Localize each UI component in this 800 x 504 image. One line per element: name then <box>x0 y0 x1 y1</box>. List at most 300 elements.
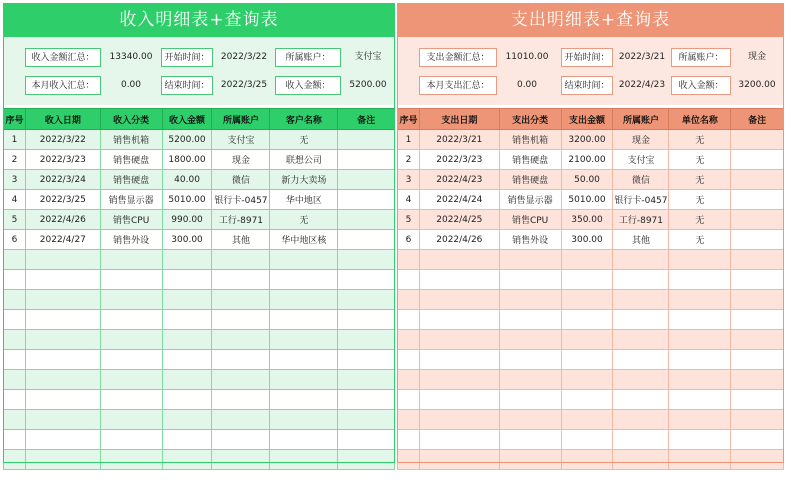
income-table-cell[interactable] <box>25 350 100 370</box>
expense-table-cell[interactable]: 50.00 <box>561 170 613 190</box>
expense-title: 支出明细表+查询表 <box>397 3 784 37</box>
expense-table-row <box>398 350 784 370</box>
expense-table-cell[interactable] <box>561 390 613 410</box>
income-table-cell[interactable] <box>100 430 162 450</box>
income-end-label: 结束时间： <box>161 76 213 95</box>
income-table-row <box>4 430 395 450</box>
expense-amount-label: 收入金额： <box>671 76 731 95</box>
income-table-cell[interactable]: 无 <box>270 130 338 150</box>
expense-table-cell[interactable]: 无 <box>669 170 731 190</box>
income-table-cell[interactable] <box>338 370 395 390</box>
expense-table-row <box>398 210 784 230</box>
expense-table-cell[interactable] <box>669 330 731 350</box>
income-table-cell[interactable] <box>212 290 270 310</box>
expense-table-cell[interactable]: 2022/3/21 <box>419 130 499 150</box>
expense-table-cell[interactable] <box>731 150 784 170</box>
expense-table-cell[interactable] <box>613 390 669 410</box>
income-table-row <box>4 450 395 470</box>
income-table-cell[interactable]: 销售CPU <box>100 210 162 230</box>
income-table-cell[interactable]: 5010.00 <box>162 190 212 210</box>
income-table-cell[interactable] <box>4 410 26 430</box>
income-table-cell[interactable]: 微信 <box>212 170 270 190</box>
expense-table-cell[interactable] <box>499 390 561 410</box>
expense-table-cell[interactable] <box>419 410 499 430</box>
income-table-cell[interactable] <box>100 250 162 270</box>
expense-column-header: 序号 <box>398 109 420 130</box>
income-table-cell[interactable]: 300.00 <box>162 230 212 250</box>
income-table-cell[interactable] <box>4 310 26 330</box>
income-table-cell[interactable] <box>338 410 395 430</box>
income-table-cell[interactable] <box>338 130 395 150</box>
income-table-row <box>4 230 395 250</box>
income-table-cell[interactable] <box>270 270 338 290</box>
income-panel <box>3 3 395 246</box>
income-amount-label: 收入金额： <box>275 76 341 95</box>
income-table-row <box>4 330 395 350</box>
expense-amount-value[interactable]: 3200.00 <box>738 80 776 90</box>
expense-table-cell[interactable] <box>499 330 561 350</box>
expense-table-cell[interactable] <box>669 450 731 470</box>
expense-table-cell[interactable]: 5010.00 <box>561 190 613 210</box>
expense-table-cell[interactable]: 2022/4/25 <box>419 210 499 230</box>
income-table-cell[interactable]: 支付宝 <box>212 130 270 150</box>
income-table-cell[interactable] <box>100 450 162 470</box>
income-table-cell[interactable] <box>4 450 26 470</box>
income-table-cell[interactable]: 2022/3/25 <box>25 190 100 210</box>
expense-table-cell[interactable] <box>731 130 784 150</box>
expense-table-cell[interactable]: 无 <box>669 190 731 210</box>
expense-table-cell[interactable] <box>613 290 669 310</box>
expense-table-row <box>398 390 784 410</box>
income-table-cell[interactable]: 3 <box>4 170 26 190</box>
income-table-cell[interactable] <box>270 370 338 390</box>
income-table-cell[interactable] <box>25 370 100 390</box>
expense-table-cell[interactable] <box>613 330 669 350</box>
expense-table-cell[interactable]: 2100.00 <box>561 150 613 170</box>
income-table-row <box>4 410 395 430</box>
expense-table-cell[interactable]: 其他 <box>613 230 669 250</box>
income-table-row <box>4 250 395 270</box>
expense-table-cell[interactable] <box>731 350 784 370</box>
expense-table-row <box>398 330 784 350</box>
income-table-cell[interactable] <box>338 330 395 350</box>
expense-table-cell[interactable] <box>499 430 561 450</box>
expense-table-cell[interactable] <box>499 370 561 390</box>
income-table-cell[interactable]: 华中地区 <box>270 190 338 210</box>
income-table-cell[interactable] <box>162 450 212 470</box>
expense-table-cell[interactable] <box>669 250 731 270</box>
expense-table-cell[interactable] <box>613 350 669 370</box>
income-table-cell[interactable] <box>212 310 270 330</box>
expense-table-cell[interactable] <box>398 410 420 430</box>
expense-table-cell[interactable] <box>398 290 420 310</box>
expense-table-cell[interactable] <box>419 390 499 410</box>
expense-table-cell[interactable] <box>419 310 499 330</box>
income-column-header: 收入日期 <box>25 109 100 130</box>
income-table-cell[interactable] <box>162 330 212 350</box>
expense-table-cell[interactable] <box>613 310 669 330</box>
expense-table-row <box>398 150 784 170</box>
expense-table-cell[interactable] <box>731 170 784 190</box>
income-table-cell[interactable]: 1 <box>4 130 26 150</box>
income-table-cell[interactable] <box>338 390 395 410</box>
income-month-label: 本月收入汇总： <box>25 76 101 95</box>
expense-table-cell[interactable] <box>561 310 613 330</box>
income-table-cell[interactable] <box>25 450 100 470</box>
expense-table-cell[interactable] <box>398 370 420 390</box>
income-table-cell[interactable] <box>162 370 212 390</box>
expense-table-cell[interactable] <box>669 370 731 390</box>
expense-summary <box>397 37 784 105</box>
expense-table-cell[interactable] <box>731 450 784 470</box>
income-table-cell[interactable] <box>4 330 26 350</box>
income-table-cell[interactable]: 5 <box>4 210 26 230</box>
expense-table-cell[interactable] <box>561 370 613 390</box>
income-table-cell[interactable] <box>100 290 162 310</box>
income-table-cell[interactable] <box>212 370 270 390</box>
expense-end-label: 结束时间： <box>561 76 613 95</box>
expense-start-value[interactable]: 2022/3/21 <box>618 52 666 62</box>
expense-start-label: 开始时间： <box>561 48 613 67</box>
income-table-cell[interactable] <box>25 410 100 430</box>
expense-table-cell[interactable] <box>669 270 731 290</box>
expense-table-cell[interactable] <box>419 290 499 310</box>
income-table-cell[interactable] <box>338 210 395 230</box>
income-table-cell[interactable] <box>338 190 395 210</box>
income-account-label: 所属账户： <box>275 48 341 67</box>
income-table-cell[interactable] <box>212 270 270 290</box>
income-table-cell[interactable] <box>100 370 162 390</box>
income-table-cell[interactable]: 2022/3/23 <box>25 150 100 170</box>
expense-table-cell[interactable] <box>613 450 669 470</box>
income-table-cell[interactable]: 新力大卖场 <box>270 170 338 190</box>
income-table-cell[interactable] <box>25 270 100 290</box>
income-table-cell[interactable]: 990.00 <box>162 210 212 230</box>
income-table-cell[interactable] <box>212 450 270 470</box>
expense-table-cell[interactable]: 3 <box>398 170 420 190</box>
income-table-cell[interactable]: 销售外设 <box>100 230 162 250</box>
expense-table-cell[interactable] <box>499 350 561 370</box>
expense-table-cell[interactable] <box>398 330 420 350</box>
expense-table-cell[interactable] <box>731 230 784 250</box>
income-table-cell[interactable] <box>338 150 395 170</box>
expense-table-cell[interactable]: 2022/4/24 <box>419 190 499 210</box>
expense-table-cell[interactable] <box>561 330 613 350</box>
expense-table-cell[interactable]: 350.00 <box>561 210 613 230</box>
expense-table-cell[interactable] <box>561 410 613 430</box>
expense-table-cell[interactable]: 1 <box>398 130 420 150</box>
expense-table-cell[interactable]: 2022/4/23 <box>419 170 499 190</box>
expense-table-row <box>398 370 784 390</box>
income-table-cell[interactable] <box>4 350 26 370</box>
expense-table-cell[interactable]: 现金 <box>613 130 669 150</box>
expense-table-cell[interactable] <box>561 290 613 310</box>
expense-table-cell[interactable] <box>561 350 613 370</box>
income-table-cell[interactable] <box>338 310 395 330</box>
income-table-cell[interactable] <box>270 250 338 270</box>
income-table-cell[interactable] <box>4 270 26 290</box>
expense-table-cell[interactable] <box>499 290 561 310</box>
income-amount-value[interactable]: 5200.00 <box>349 80 387 90</box>
income-table-cell[interactable]: 无 <box>270 210 338 230</box>
income-title: 收入明细表+查询表 <box>3 3 395 37</box>
expense-table-row <box>398 250 784 270</box>
expense-column-header: 所属账户 <box>613 109 669 130</box>
income-table-cell[interactable] <box>338 290 395 310</box>
expense-table-cell[interactable] <box>613 250 669 270</box>
expense-table-row <box>398 170 784 190</box>
expense-table-cell[interactable]: 无 <box>669 210 731 230</box>
income-table-cell[interactable] <box>270 310 338 330</box>
income-table-row <box>4 270 395 290</box>
expense-table-cell[interactable]: 销售显示器 <box>499 190 561 210</box>
income-table-cell[interactable]: 银行卡-0457 <box>212 190 270 210</box>
income-table-cell[interactable] <box>212 250 270 270</box>
expense-table-cell[interactable] <box>561 450 613 470</box>
income-table-row <box>4 350 395 370</box>
income-table-cell[interactable] <box>162 350 212 370</box>
income-table-cell[interactable] <box>25 330 100 350</box>
income-table-cell[interactable] <box>4 390 26 410</box>
income-table-cell[interactable] <box>270 350 338 370</box>
income-table-cell[interactable]: 40.00 <box>162 170 212 190</box>
income-table-cell[interactable] <box>100 390 162 410</box>
income-table-cell[interactable] <box>162 410 212 430</box>
income-table-cell[interactable] <box>162 270 212 290</box>
income-account-value[interactable]: 支付宝 <box>354 52 382 62</box>
expense-table-cell[interactable] <box>731 290 784 310</box>
expense-table-row <box>398 130 784 150</box>
income-table-cell[interactable] <box>4 430 26 450</box>
income-table-cell[interactable]: 2022/3/22 <box>25 130 100 150</box>
expense-table-cell[interactable] <box>398 270 420 290</box>
expense-table-cell[interactable] <box>499 250 561 270</box>
income-table-cell[interactable] <box>338 350 395 370</box>
expense-table-cell[interactable]: 2022/4/26 <box>419 230 499 250</box>
income-table-cell[interactable] <box>25 290 100 310</box>
income-table-cell[interactable] <box>270 330 338 350</box>
expense-table-cell[interactable]: 2022/3/23 <box>419 150 499 170</box>
expense-column-header: 单位名称 <box>669 109 731 130</box>
income-table-cell[interactable] <box>338 430 395 450</box>
income-end-value[interactable]: 2022/3/25 <box>220 80 268 90</box>
expense-table-cell[interactable]: 银行卡-0457 <box>613 190 669 210</box>
income-table-cell[interactable] <box>25 430 100 450</box>
income-table-cell[interactable] <box>270 290 338 310</box>
expense-table-cell[interactable] <box>731 370 784 390</box>
expense-table-cell[interactable]: 工行-8971 <box>613 210 669 230</box>
expense-table-cell[interactable] <box>419 270 499 290</box>
expense-table-cell[interactable] <box>669 430 731 450</box>
expense-table-cell[interactable] <box>499 450 561 470</box>
income-table-cell[interactable] <box>25 250 100 270</box>
expense-table-row <box>398 270 784 290</box>
income-table-cell[interactable]: 销售硬盘 <box>100 170 162 190</box>
income-table-cell[interactable] <box>4 370 26 390</box>
income-table-cell[interactable] <box>162 390 212 410</box>
expense-table-cell[interactable] <box>561 270 613 290</box>
expense-table-cell[interactable]: 300.00 <box>561 230 613 250</box>
income-table-cell[interactable]: 联想公司 <box>270 150 338 170</box>
expense-table-cell[interactable] <box>669 410 731 430</box>
expense-table-cell[interactable]: 无 <box>669 230 731 250</box>
expense-panel <box>397 3 784 246</box>
income-table-cell[interactable] <box>162 250 212 270</box>
income-table-cell[interactable] <box>338 230 395 250</box>
expense-table-cell[interactable] <box>499 310 561 330</box>
income-table-cell[interactable] <box>100 310 162 330</box>
expense-table-cell[interactable] <box>731 310 784 330</box>
income-table-cell[interactable]: 其他 <box>212 230 270 250</box>
income-column-header: 序号 <box>4 109 26 130</box>
expense-table-cell[interactable] <box>499 410 561 430</box>
expense-table-cell[interactable] <box>669 290 731 310</box>
income-start-value[interactable]: 2022/3/22 <box>220 52 268 62</box>
expense-table-cell[interactable]: 6 <box>398 230 420 250</box>
expense-table-cell[interactable] <box>398 310 420 330</box>
expense-table-row <box>398 310 784 330</box>
income-table-cell[interactable]: 2022/4/26 <box>25 210 100 230</box>
expense-table-cell[interactable] <box>731 430 784 450</box>
expense-table-cell[interactable]: 3200.00 <box>561 130 613 150</box>
expense-table-row <box>398 450 784 470</box>
expense-table-cell[interactable] <box>398 450 420 470</box>
income-table-row <box>4 210 395 230</box>
income-table-row <box>4 370 395 390</box>
income-table-cell[interactable] <box>100 350 162 370</box>
income-table-cell[interactable]: 2022/4/27 <box>25 230 100 250</box>
income-column-header: 收入金额 <box>162 109 212 130</box>
expense-table-cell[interactable] <box>731 410 784 430</box>
expense-table-cell[interactable]: 5 <box>398 210 420 230</box>
expense-table-cell[interactable]: 销售CPU <box>499 210 561 230</box>
expense-end-value[interactable]: 2022/4/23 <box>618 80 666 90</box>
income-table-row <box>4 310 395 330</box>
expense-table-cell[interactable]: 无 <box>669 130 731 150</box>
income-table-row <box>4 170 395 190</box>
expense-table-cell[interactable] <box>419 370 499 390</box>
income-table-cell[interactable]: 2022/3/24 <box>25 170 100 190</box>
income-column-header: 收入分类 <box>100 109 162 130</box>
income-table-cell[interactable]: 销售硬盘 <box>100 150 162 170</box>
income-table-cell[interactable] <box>4 250 26 270</box>
income-table-cell[interactable]: 1800.00 <box>162 150 212 170</box>
income-table-cell[interactable] <box>270 450 338 470</box>
income-table-cell[interactable] <box>338 450 395 470</box>
expense-table-cell[interactable]: 销售硬盘 <box>499 150 561 170</box>
income-table-cell[interactable] <box>162 430 212 450</box>
expense-table-cell[interactable] <box>669 390 731 410</box>
expense-table-cell[interactable]: 2 <box>398 150 420 170</box>
income-table-cell[interactable] <box>25 310 100 330</box>
income-table-cell[interactable]: 销售显示器 <box>100 190 162 210</box>
income-table-cell[interactable] <box>270 430 338 450</box>
income-table-cell[interactable] <box>212 410 270 430</box>
expense-table-cell[interactable]: 支付宝 <box>613 150 669 170</box>
expense-table-cell[interactable] <box>731 390 784 410</box>
expense-table-cell[interactable] <box>613 270 669 290</box>
expense-table-cell[interactable]: 销售外设 <box>499 230 561 250</box>
income-table-cell[interactable]: 4 <box>4 190 26 210</box>
expense-table-cell[interactable] <box>731 270 784 290</box>
expense-table-cell[interactable] <box>731 330 784 350</box>
income-total-label: 收入金额汇总： <box>25 48 101 67</box>
income-table-cell[interactable] <box>100 270 162 290</box>
expense-table-cell[interactable] <box>731 250 784 270</box>
expense-table-cell[interactable] <box>731 190 784 210</box>
expense-table-cell[interactable] <box>419 330 499 350</box>
income-table-row <box>4 190 395 210</box>
expense-table-cell[interactable] <box>613 430 669 450</box>
income-table-cell[interactable] <box>25 390 100 410</box>
income-table-cell[interactable] <box>100 410 162 430</box>
expense-table-cell[interactable] <box>398 350 420 370</box>
income-table-cell[interactable]: 销售机箱 <box>100 130 162 150</box>
income-table-cell[interactable]: 工行-8971 <box>212 210 270 230</box>
income-table-cell[interactable]: 6 <box>4 230 26 250</box>
income-table-cell[interactable]: 2 <box>4 150 26 170</box>
expense-table-cell[interactable] <box>419 350 499 370</box>
income-table-cell[interactable] <box>162 310 212 330</box>
income-table-cell[interactable] <box>4 290 26 310</box>
income-table-cell[interactable] <box>212 430 270 450</box>
income-table-cell[interactable]: 华中地区核 <box>270 230 338 250</box>
expense-table-cell[interactable]: 销售机箱 <box>499 130 561 150</box>
expense-table-header <box>398 109 784 130</box>
expense-total-label: 支出金额汇总： <box>419 48 497 67</box>
income-table-cell[interactable] <box>212 330 270 350</box>
income-column-header: 备注 <box>338 109 395 130</box>
expense-table-cell[interactable]: 销售硬盘 <box>499 170 561 190</box>
income-table-cell[interactable]: 5200.00 <box>162 130 212 150</box>
expense-table-row <box>398 430 784 450</box>
income-table-cell[interactable] <box>100 330 162 350</box>
expense-table-cell[interactable] <box>731 210 784 230</box>
expense-table-cell[interactable] <box>669 310 731 330</box>
expense-table-cell[interactable] <box>419 450 499 470</box>
expense-table-cell[interactable] <box>419 250 499 270</box>
income-table-cell[interactable] <box>212 390 270 410</box>
income-table-cell[interactable] <box>338 170 395 190</box>
expense-total-value: 11010.00 <box>505 52 549 62</box>
income-table-cell[interactable] <box>162 290 212 310</box>
expense-table-cell[interactable] <box>613 410 669 430</box>
expense-table-cell[interactable] <box>613 370 669 390</box>
expense-table-cell[interactable] <box>398 250 420 270</box>
expense-table-cell[interactable]: 4 <box>398 190 420 210</box>
expense-column-header: 备注 <box>731 109 784 130</box>
expense-account-value[interactable]: 现金 <box>747 52 766 62</box>
income-table-cell[interactable] <box>338 270 395 290</box>
income-column-header: 所属账户 <box>212 109 270 130</box>
expense-table-cell[interactable] <box>561 250 613 270</box>
income-table-cell[interactable] <box>270 390 338 410</box>
income-summary <box>3 37 395 105</box>
income-table-cell[interactable] <box>212 350 270 370</box>
expense-table-cell[interactable] <box>669 350 731 370</box>
expense-table-cell[interactable]: 无 <box>669 150 731 170</box>
income-table-cell[interactable]: 现金 <box>212 150 270 170</box>
expense-table-cell[interactable]: 微信 <box>613 170 669 190</box>
expense-table-cell[interactable] <box>398 430 420 450</box>
income-table-cell[interactable] <box>270 410 338 430</box>
expense-account-label: 所属账户： <box>671 48 731 67</box>
expense-table-cell[interactable] <box>398 390 420 410</box>
expense-table-cell[interactable] <box>419 430 499 450</box>
expense-table-cell[interactable] <box>561 430 613 450</box>
expense-table-cell[interactable] <box>499 270 561 290</box>
income-table-cell[interactable] <box>338 250 395 270</box>
